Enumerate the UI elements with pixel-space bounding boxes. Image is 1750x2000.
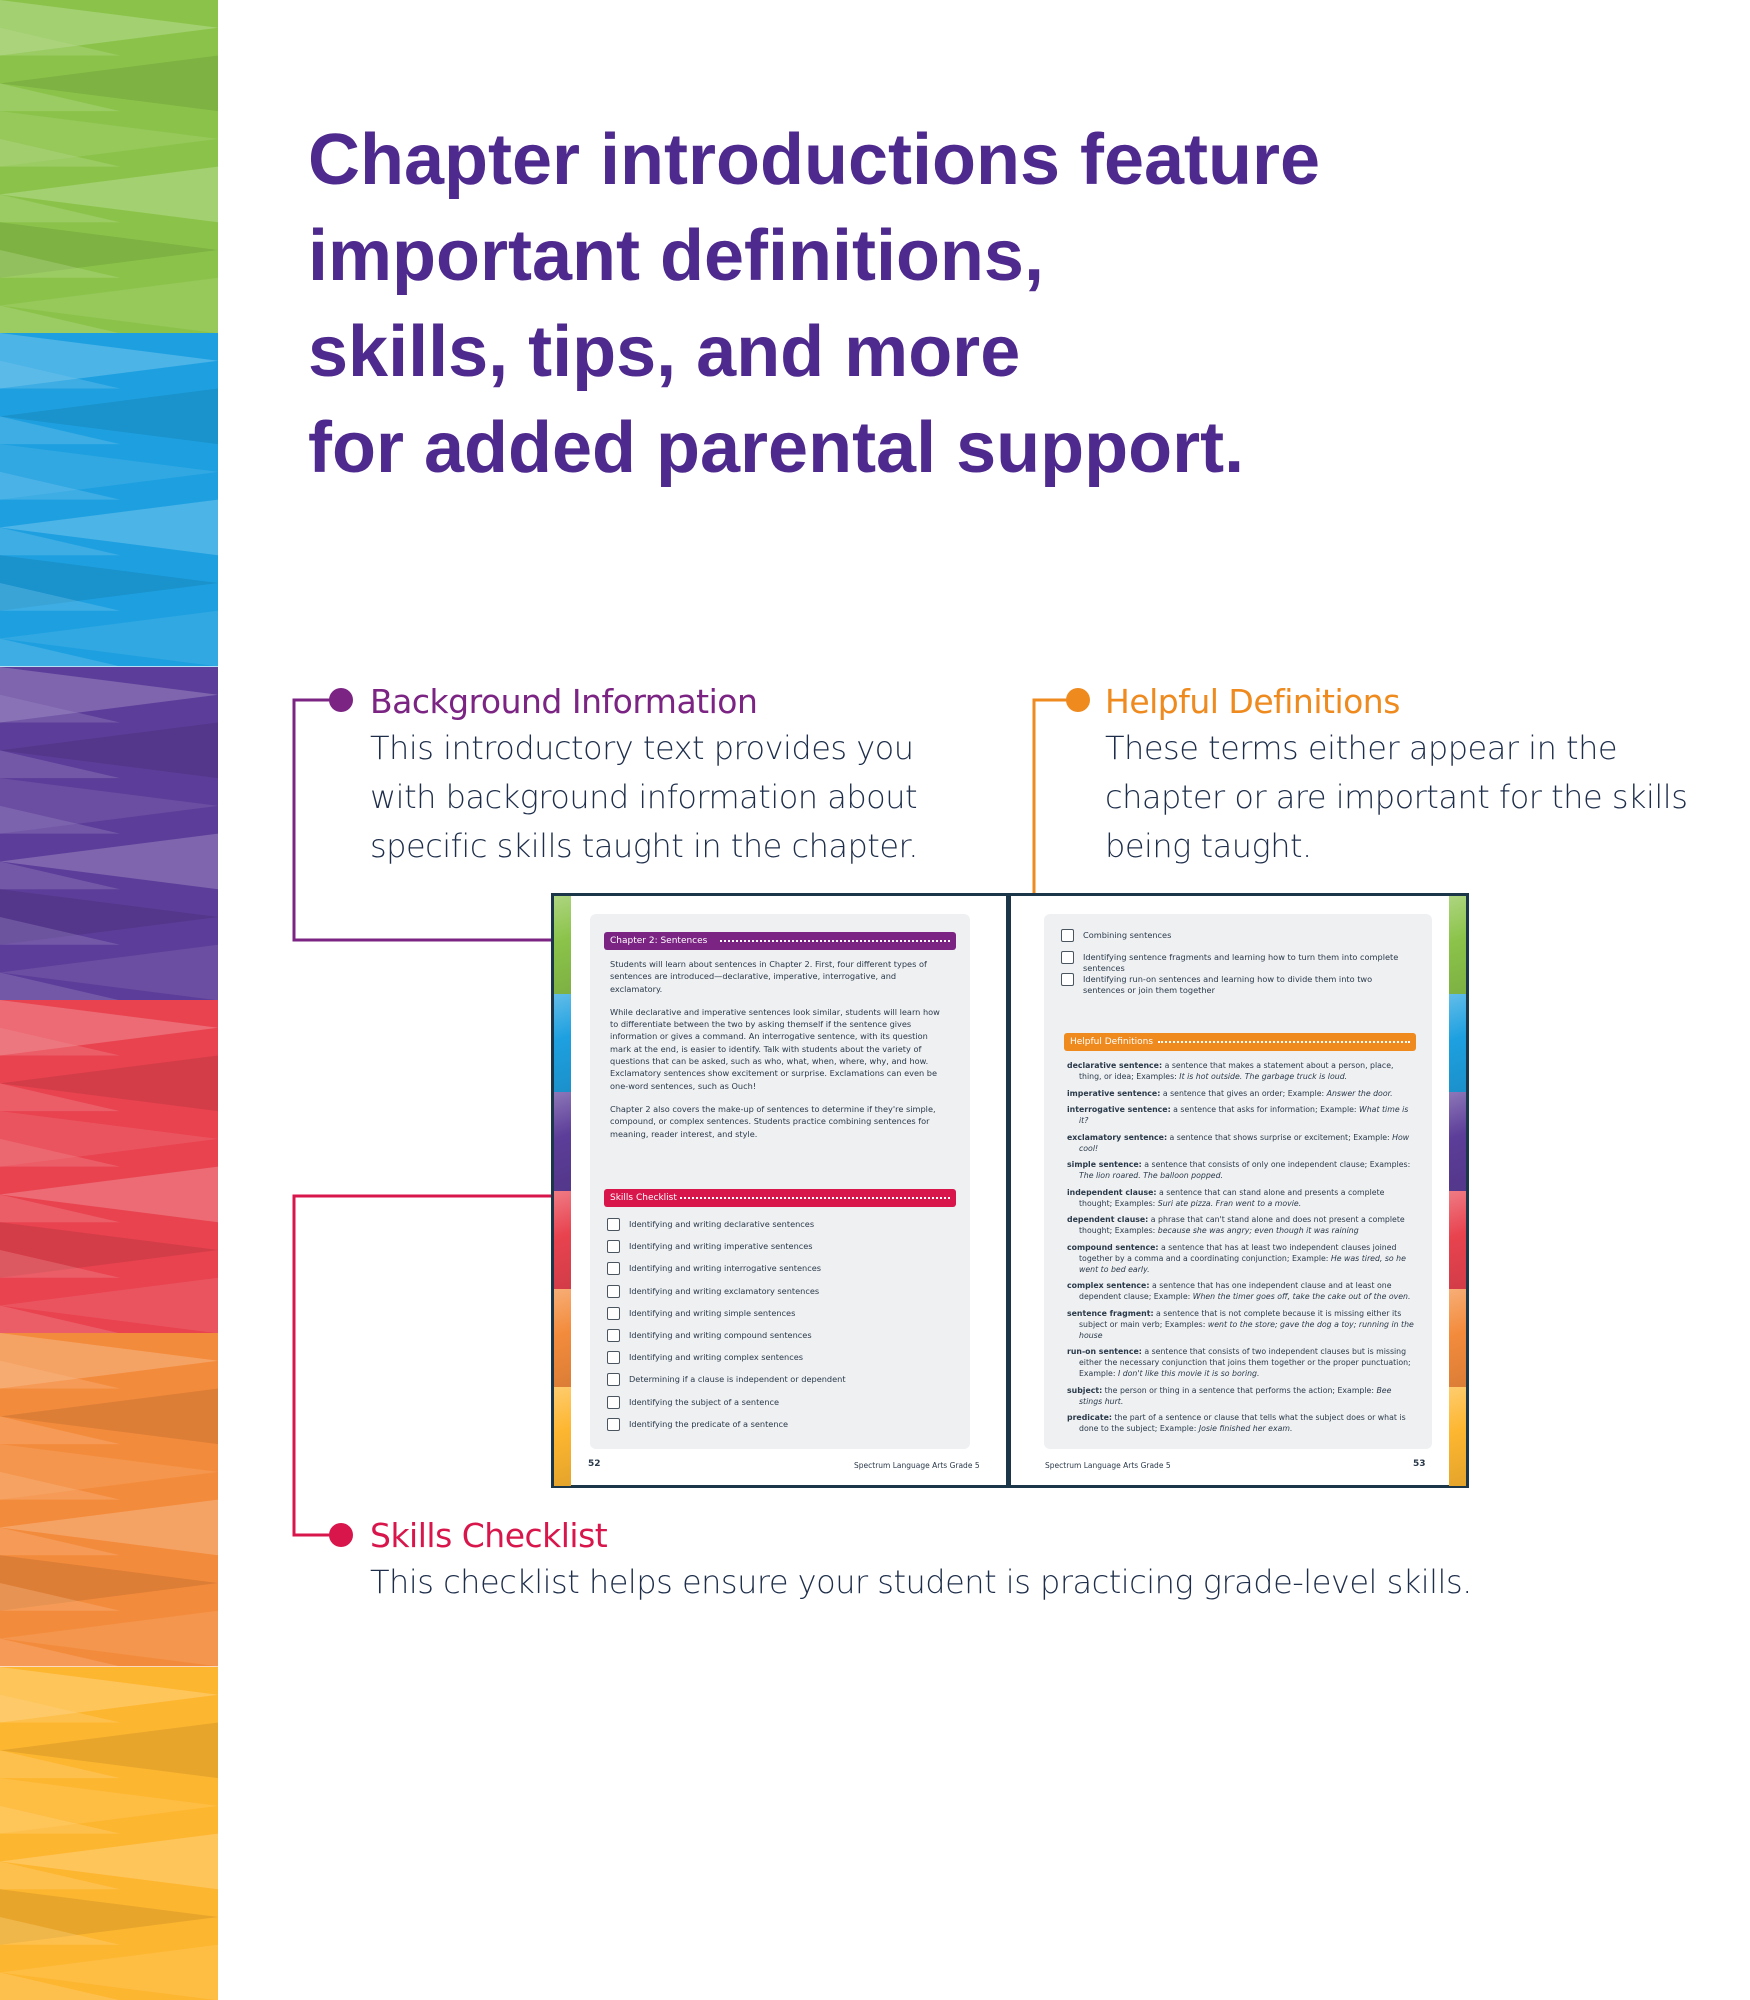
definition-term: simple sentence: — [1067, 1160, 1142, 1169]
definition-entry — [1067, 1385, 1415, 1407]
checklist-item-label: Identifying and writing complex sentences — [629, 1352, 804, 1363]
callout-description-line: This introductory text provides you — [370, 729, 914, 767]
definition-example: It is hot outside. The garbage truck is loud. — [1179, 1072, 1348, 1081]
checkbox[interactable] — [607, 1262, 620, 1275]
page-footer: Spectrum Language Arts Grade 5 — [854, 1461, 980, 1470]
page-number: 52 — [588, 1459, 601, 1469]
checkbox[interactable] — [607, 1285, 620, 1298]
callout-description-line: This checklist helps ensure your student is practicing grade-level skills. — [370, 1563, 1472, 1601]
page-footer: Spectrum Language Arts Grade 5 — [1045, 1461, 1171, 1470]
book-page-left — [554, 896, 1006, 1485]
checklist-item-label: Identifying and writing simple sentences — [629, 1307, 796, 1318]
definition-entry — [1067, 1187, 1415, 1209]
callout-skills-checklist — [370, 1514, 1472, 1607]
edge-segment — [554, 994, 571, 1093]
definition-entry — [1067, 1214, 1415, 1236]
definition-entry — [1067, 1412, 1415, 1434]
checkbox[interactable] — [1061, 951, 1074, 964]
callout-background-information — [370, 680, 918, 871]
definition-term: compound sentence: — [1067, 1242, 1159, 1252]
definition-example: I don't like this movie it is so boring. — [1117, 1369, 1260, 1378]
edge-segment — [1449, 1289, 1466, 1388]
edge-segment — [554, 1191, 571, 1290]
edge-segment — [1449, 1092, 1466, 1191]
definition-entry — [1067, 1159, 1415, 1181]
page-edge-rainbow — [554, 896, 571, 1485]
helpful-definitions-bar — [1064, 1033, 1416, 1051]
chapter-title: Chapter 2: Sentences — [610, 936, 708, 946]
definition-term: declarative sentence: — [1067, 1061, 1163, 1070]
edge-segment — [554, 1289, 571, 1388]
definition-text: a sentence that consists of two independent clauses but is missing either the necessary conjunction that joins them together or the proper punctuation; Example: — [1079, 1347, 1411, 1378]
callout-title: Skills Checklist — [370, 1516, 608, 1555]
checkbox[interactable] — [607, 1240, 620, 1253]
checkbox[interactable] — [1061, 929, 1074, 942]
callout-title: Background Information — [370, 682, 758, 721]
definition-term: predicate: — [1067, 1413, 1112, 1422]
definition-term: imperative sentence: — [1067, 1088, 1161, 1098]
checkbox[interactable] — [607, 1351, 620, 1364]
edge-segment — [1449, 1387, 1466, 1486]
definition-example: went to the store; gave the dog a toy; running in the house — [1079, 1319, 1414, 1340]
definition-text: a sentence that shows surprise or excitement; Example: — [1167, 1132, 1393, 1142]
definition-example: What time is it? — [1079, 1105, 1409, 1125]
definition-text: a sentence that has at least two independent clauses joined together by a comma and a coordinating conjunction; Example: — [1079, 1242, 1397, 1263]
checkbox[interactable] — [607, 1396, 620, 1409]
checkbox[interactable] — [607, 1218, 620, 1231]
bar-dots — [1158, 1041, 1410, 1045]
checklist-item-label: Identifying and writing declarative sentences — [629, 1219, 815, 1229]
callout-title: Helpful Definitions — [1105, 682, 1400, 721]
definition-text: a sentence that gives an order; Example: — [1160, 1088, 1327, 1098]
definitions-list — [1067, 1060, 1415, 1440]
definition-term: independent clause: — [1067, 1187, 1157, 1197]
edge-segment — [1449, 994, 1466, 1093]
definition-entry — [1067, 1060, 1415, 1082]
definition-entry — [1067, 1280, 1415, 1302]
definition-example: He was tired, so he went to bed early. — [1079, 1253, 1406, 1274]
callout-description-line: with background information about — [370, 778, 918, 816]
checklist-marker-dot — [329, 1523, 353, 1547]
definition-example: Answer the door. — [1326, 1088, 1393, 1098]
definition-entry — [1067, 1132, 1415, 1154]
checkbox[interactable] — [607, 1373, 620, 1386]
checklist-item-label: Identifying run-on sentences and learning how to divide them into two sentences or join them together — [1083, 974, 1373, 995]
definition-example: When the timer goes off, take the cake out of the oven. — [1192, 1292, 1411, 1301]
definition-text: a sentence that consists of only one independent clause; Examples: — [1141, 1160, 1411, 1169]
definition-term: exclamatory sentence: — [1067, 1132, 1168, 1142]
definition-entry — [1067, 1104, 1415, 1126]
book-page-right — [1011, 896, 1466, 1485]
definition-term: complex sentence: — [1067, 1281, 1150, 1290]
checklist-item-label: Identifying and writing compound sentences — [629, 1330, 812, 1340]
definition-example: Bee stings hurt. — [1079, 1385, 1392, 1406]
definition-text: a sentence that is not complete because it is missing either its subject or main verb; Examples: — [1079, 1308, 1402, 1329]
callout-description-line: specific skills taught in the chapter. — [370, 827, 918, 865]
edge-segment — [554, 896, 571, 995]
edge-segment — [554, 1092, 571, 1191]
page-edge-rainbow — [1449, 896, 1466, 1485]
book-spread — [551, 893, 1469, 1488]
definition-entry — [1067, 1346, 1415, 1379]
checkbox[interactable] — [1061, 973, 1074, 986]
callout-description-line: chapter or are important for the skills — [1105, 778, 1688, 816]
checklist-item-label: Combining sentences — [1083, 930, 1172, 940]
paragraph: Chapter 2 also covers the make-up of sentences to determine if they're simple, compound, or complex sentences. Students practice combining sentences for meaning, reader interest, and style. — [610, 1103, 936, 1139]
checklist-item-label: Identifying and writing exclamatory sentences — [629, 1285, 820, 1296]
definition-term: run-on sentence: — [1067, 1347, 1142, 1356]
definition-text: a phrase that can't stand alone and does not present a complete thought; Examples: — [1079, 1215, 1405, 1235]
paragraph: Students will learn about sentences in Chapter 2. First, four different types of sentences are introduced—declarative, imperative, interrogative, and exclamatory. — [610, 959, 927, 994]
chapter-title-bar — [604, 932, 956, 950]
checklist-item-label: Identifying the subject of a sentence — [629, 1396, 780, 1407]
definition-example: Suri ate pizza. Fran went to a movie. — [1157, 1198, 1302, 1208]
background-marker-dot — [329, 688, 353, 712]
page-number: 53 — [1413, 1459, 1426, 1469]
helpful-definitions-title: Helpful Definitions — [1070, 1037, 1154, 1047]
definitions-marker-dot — [1066, 688, 1090, 712]
definition-example: The lion roared. The balloon popped. — [1079, 1171, 1224, 1180]
definition-text: a sentence that asks for information; Example: — [1170, 1105, 1360, 1114]
definition-text: the person or thing in a sentence that performs the action; Example: — [1102, 1385, 1377, 1395]
definition-text: a sentence that has one independent clause and at least one dependent clause; Example: — [1079, 1281, 1392, 1301]
definition-example: because she was angry; even though it was raining — [1157, 1226, 1359, 1235]
checklist-item-label: Identifying sentence fragments and learning how to turn them into complete sentences — [1083, 952, 1399, 973]
bar-dots — [720, 940, 950, 944]
checklist-item-label: Determining if a clause is independent or dependent — [629, 1374, 846, 1385]
skills-checklist-bar — [604, 1189, 956, 1207]
callout-helpful-definitions — [1105, 680, 1687, 871]
headline-line: skills, tips, and more — [308, 312, 1021, 392]
definition-entry — [1067, 1308, 1415, 1341]
background-information-text — [610, 958, 950, 1151]
edge-segment — [1449, 1191, 1466, 1290]
definition-term: dependent clause: — [1067, 1215, 1149, 1224]
edge-segment — [1449, 896, 1466, 995]
checklist-item-label: Identifying and writing interrogative sentences — [629, 1263, 822, 1274]
headline-line: for added parental support. — [308, 408, 1245, 488]
definition-term: subject: — [1067, 1385, 1103, 1395]
definition-term: sentence fragment: — [1067, 1308, 1154, 1318]
callout-description-line: These terms either appear in the — [1105, 729, 1618, 767]
checklist-item-label: Identifying the predicate of a sentence — [629, 1418, 789, 1429]
definition-text: the part of a sentence or clause that tells what the subject does or what is done to the subject; Example: — [1079, 1413, 1406, 1433]
checklist-item-label: Identifying and writing imperative sentences — [629, 1241, 813, 1252]
paragraph: While declarative and imperative sentences look similar, students will learn how to differentiate between the two by asking themself if the sentence gives information or gives a command. An interrogative sentence, with its question mark at the end, is easier to identify. Talk with students about the variety of questions that can be asked, such as who, what, when, where, why, and how. Exclamatory sentences show excitement or surprise. Exclamations can even be one-word sentences, such as Ouch! — [610, 1006, 940, 1091]
definition-example: How cool! — [1079, 1132, 1410, 1153]
definition-term: interrogative sentence: — [1067, 1105, 1171, 1114]
checkbox[interactable] — [607, 1307, 620, 1320]
definition-text: a sentence that makes a statement about a person, place, thing, or idea; Examples: — [1079, 1061, 1394, 1081]
callout-description-line: being taught. — [1105, 827, 1312, 865]
bar-dots — [680, 1197, 950, 1201]
definition-example: Josie finished her exam. — [1198, 1424, 1293, 1433]
checkbox[interactable] — [607, 1418, 620, 1431]
skills-checklist-title: Skills Checklist — [610, 1193, 677, 1203]
definition-entry — [1067, 1088, 1415, 1099]
edge-segment — [554, 1387, 571, 1486]
definition-text: a sentence that can stand alone and presents a complete thought; Examples: — [1079, 1187, 1385, 1208]
headline-line: important definitions, — [308, 216, 1044, 296]
checkbox[interactable] — [607, 1329, 620, 1342]
definition-entry — [1067, 1242, 1415, 1275]
headline-line: Chapter introductions feature — [308, 120, 1321, 200]
